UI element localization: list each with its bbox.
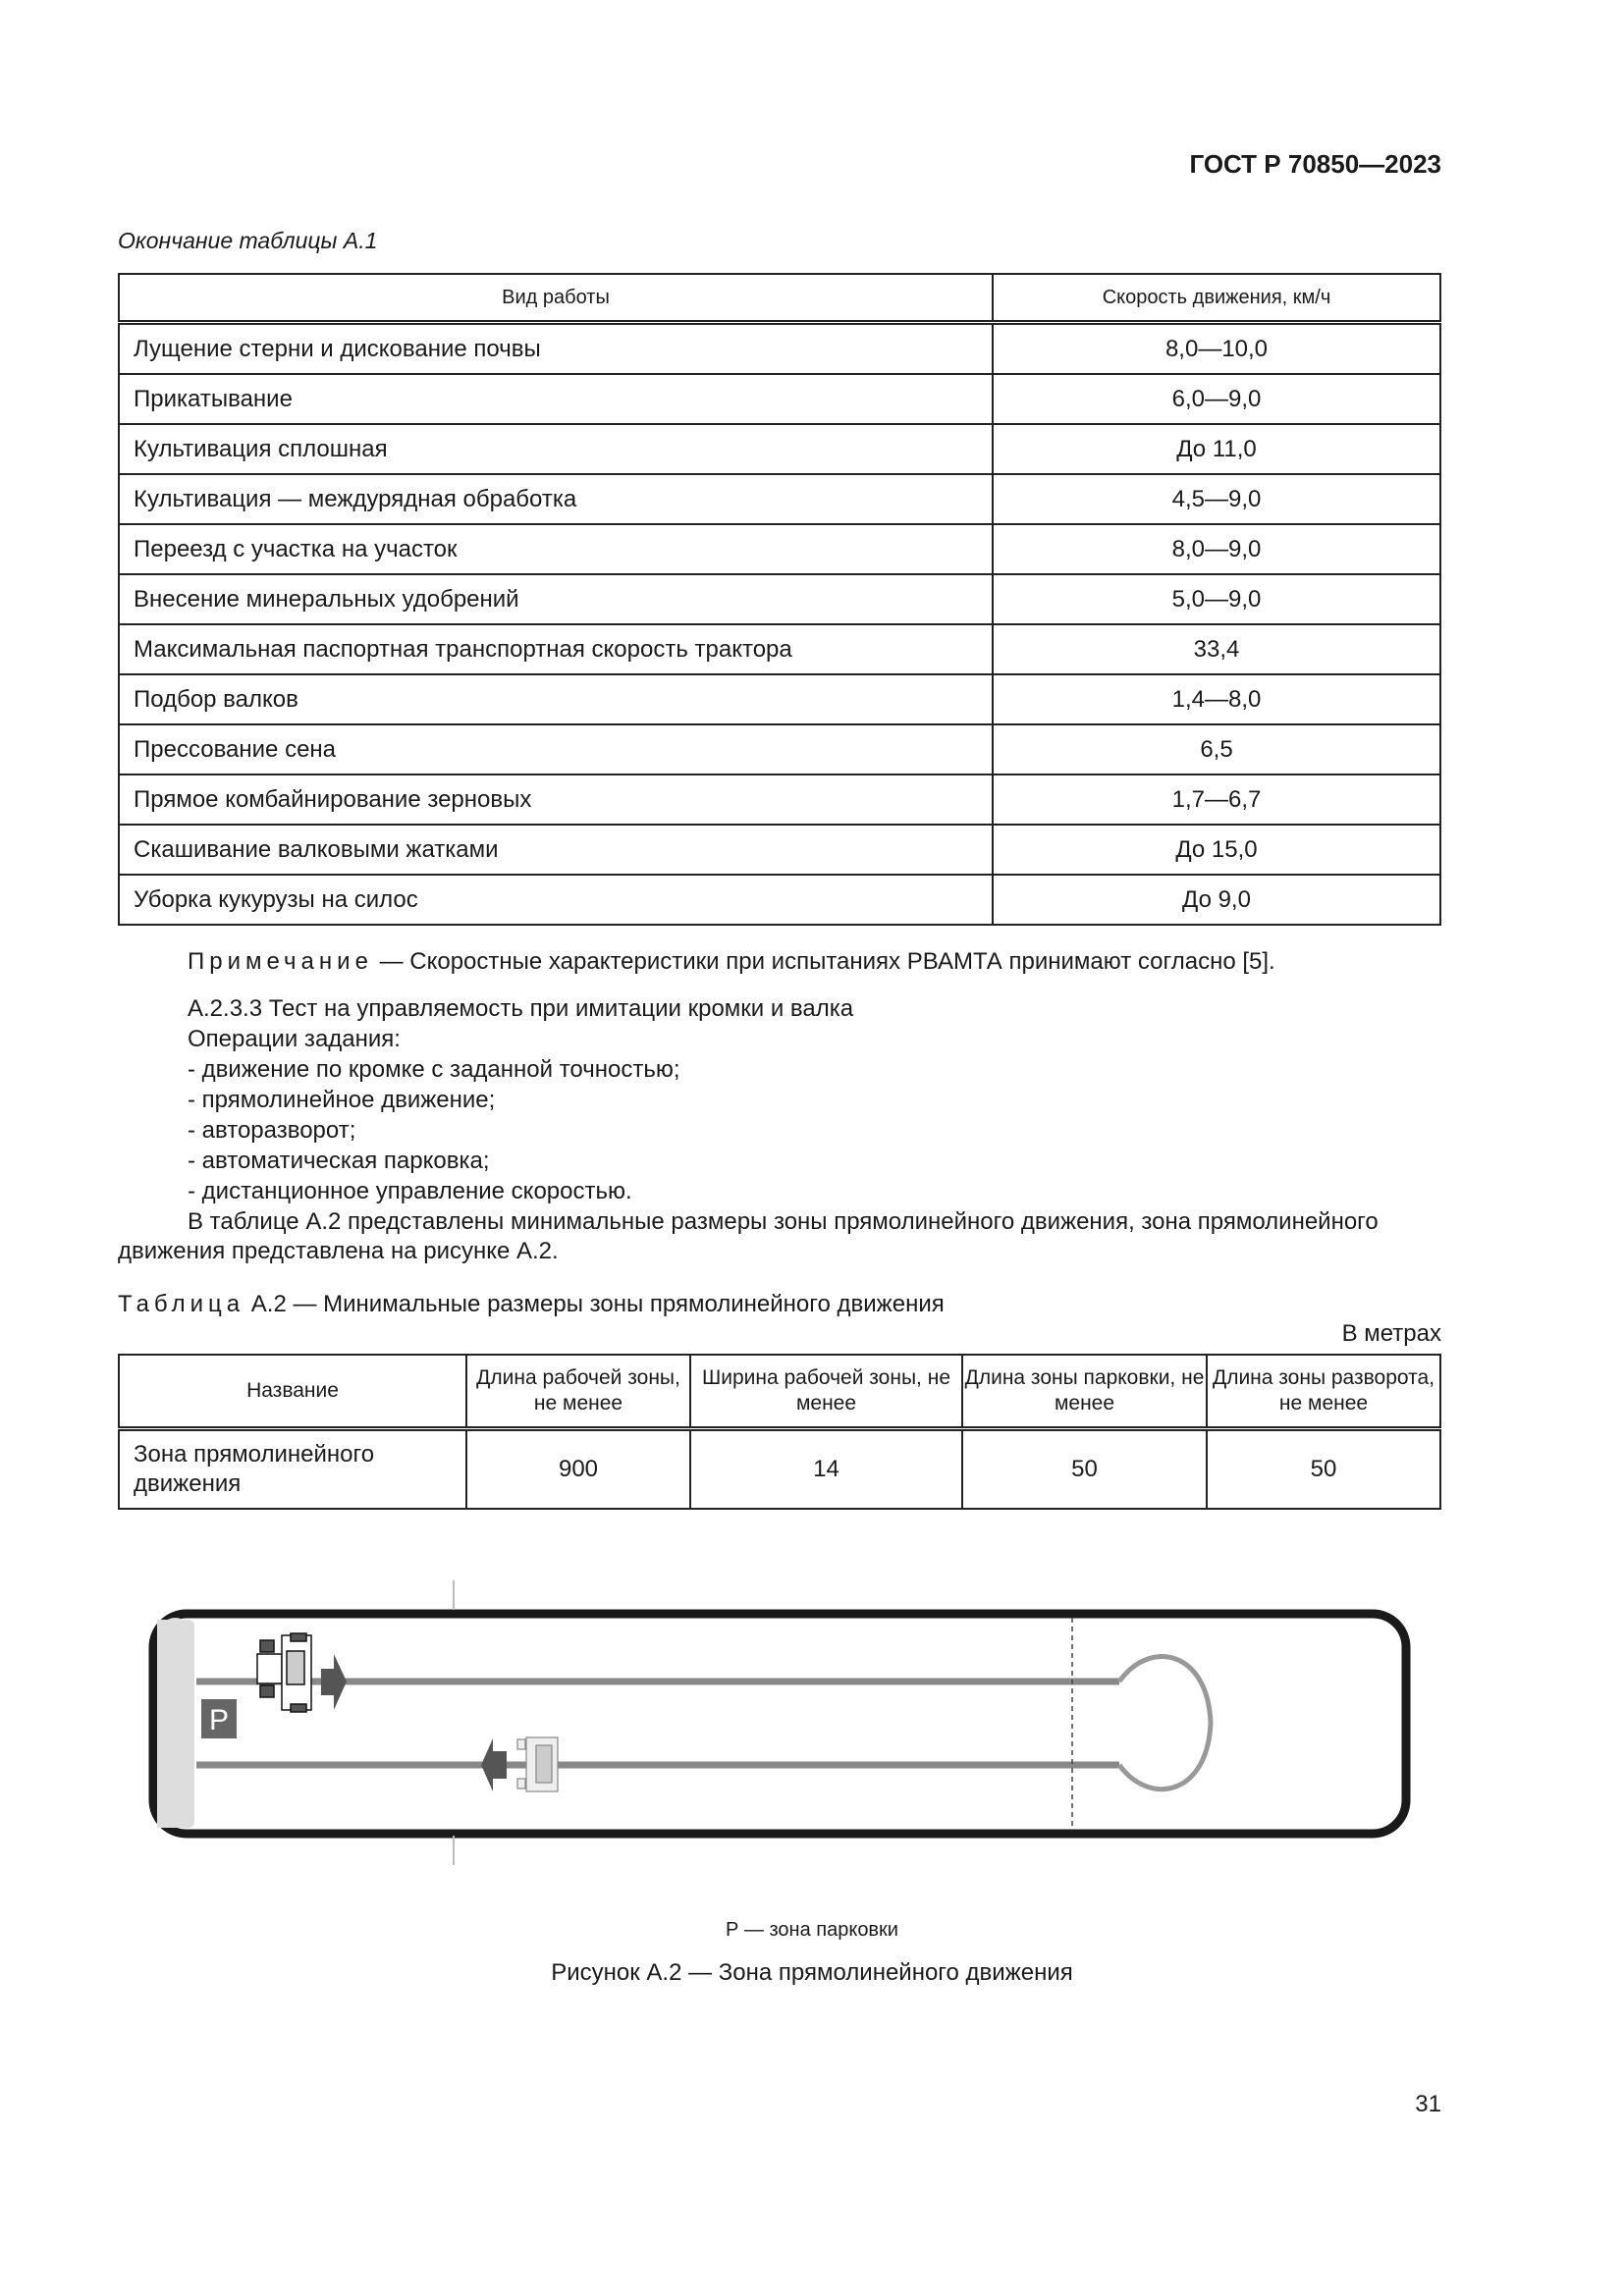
paragraph-line: В таблице А.2 представлены минимальные размеры зоны прямолинейного движения, зона прямолинейного: [188, 1208, 1379, 1235]
table-continuation-label: Окончание таблицы А.1: [118, 228, 378, 253]
table-row: [119, 1429, 1440, 1510]
table-row: [119, 474, 1440, 524]
speed-table: [118, 273, 1441, 926]
table-row: [119, 374, 1440, 424]
table-row: [119, 323, 1440, 375]
speed-cell: 33,4: [993, 624, 1440, 674]
table-row: [119, 724, 1440, 774]
note-label: Примечание: [188, 948, 373, 975]
speed-cell: 1,4—8,0: [993, 674, 1440, 724]
zone-diagram: [137, 1571, 1434, 1865]
speed-cell: 1,7—6,7: [993, 774, 1440, 825]
speed-cell: 6,5: [993, 724, 1440, 774]
column-header: Длина зоны парковки, не менее: [962, 1355, 1207, 1429]
column-header: Название: [119, 1355, 466, 1429]
zone-boundary: [153, 1614, 1406, 1834]
table-row: [119, 674, 1440, 724]
caption-label: Таблица: [118, 1291, 245, 1317]
work-type-cell: Культивация сплошная: [119, 424, 993, 474]
list-item: - движение по кромке с заданной точностью;: [188, 1056, 680, 1083]
page-number: 31: [1415, 2091, 1441, 2117]
speed-cell: До 9,0: [993, 875, 1440, 925]
units-label: В метрах: [1341, 1320, 1441, 1347]
list-item: - прямолинейное движение;: [188, 1087, 496, 1113]
table-row: [119, 624, 1440, 674]
work-type-cell: Уборка кукурузы на силос: [119, 875, 993, 925]
table-row: [119, 825, 1440, 875]
column-header: Длина рабочей зоны, не менее: [466, 1355, 690, 1429]
figure-caption: Рисунок А.2 — Зона прямолинейного движения: [551, 1959, 1073, 1986]
work-type-cell: Максимальная паспортная транспортная скорость трактора: [119, 624, 993, 674]
cell: 50: [1207, 1429, 1440, 1510]
cell: Зона прямолинейного движения: [119, 1429, 466, 1510]
operations-list: [188, 1054, 680, 1206]
speed-cell: 6,0—9,0: [993, 374, 1440, 424]
table-row: [119, 574, 1440, 624]
list-item: - авторазворот;: [188, 1117, 356, 1144]
list-item: - дистанционное управление скоростью.: [188, 1178, 632, 1204]
section-title: А.2.3.3 Тест на управляемость при имитации кромки и валка: [188, 995, 854, 1022]
speed-cell: До 11,0: [993, 424, 1440, 474]
work-type-cell: Подбор валков: [119, 674, 993, 724]
work-type-cell: Лущение стерни и дискование почвы: [119, 323, 993, 375]
table-row: [119, 524, 1440, 574]
work-type-cell: Переезд с участка на участок: [119, 524, 993, 574]
figure-legend: Р — зона парковки: [726, 1919, 898, 1941]
list-item: - автоматическая парковка;: [188, 1148, 490, 1174]
table-row: [119, 424, 1440, 474]
cell: 50: [962, 1429, 1207, 1510]
parking-letter: P: [208, 1704, 230, 1736]
speed-cell: 8,0—10,0: [993, 323, 1440, 375]
work-type-cell: Прикатывание: [119, 374, 993, 424]
note-text: — Скоростные характеристики при испытаниях РВАМТА принимают согласно [5].: [372, 948, 1275, 975]
work-type-cell: Прессование сена: [119, 724, 993, 774]
cell: 900: [466, 1429, 690, 1510]
table-row: [119, 774, 1440, 825]
paragraph-line: движения представлена на рисунке А.2.: [118, 1238, 559, 1264]
caption-text: А.2 — Минимальные размеры зоны прямолинейного движения: [244, 1291, 945, 1317]
speed-cell: 8,0—9,0: [993, 524, 1440, 574]
column-header: Скорость движения, км/ч: [993, 274, 1440, 323]
column-header: Ширина рабочей зоны, не менее: [690, 1355, 962, 1429]
zone-size-table: [118, 1354, 1441, 1510]
column-header: Длина зоны разворота, не менее: [1207, 1355, 1440, 1429]
column-header: Вид работы: [119, 274, 993, 323]
work-type-cell: Внесение минеральных удобрений: [119, 574, 993, 624]
speed-cell: До 15,0: [993, 825, 1440, 875]
standard-number: ГОСТ Р 70850—2023: [1189, 149, 1441, 179]
table2-caption: [118, 1289, 945, 1319]
table-note: [188, 946, 1275, 977]
speed-cell: 5,0—9,0: [993, 574, 1440, 624]
operations-label: Операции задания:: [188, 1026, 401, 1052]
cell: 14: [690, 1429, 962, 1510]
work-type-cell: Скашивание валковыми жатками: [119, 825, 993, 875]
work-type-cell: Прямое комбайнирование зерновых: [119, 774, 993, 825]
table-row: [119, 875, 1440, 925]
work-type-cell: Культивация — междурядная обработка: [119, 474, 993, 524]
speed-cell: 4,5—9,0: [993, 474, 1440, 524]
